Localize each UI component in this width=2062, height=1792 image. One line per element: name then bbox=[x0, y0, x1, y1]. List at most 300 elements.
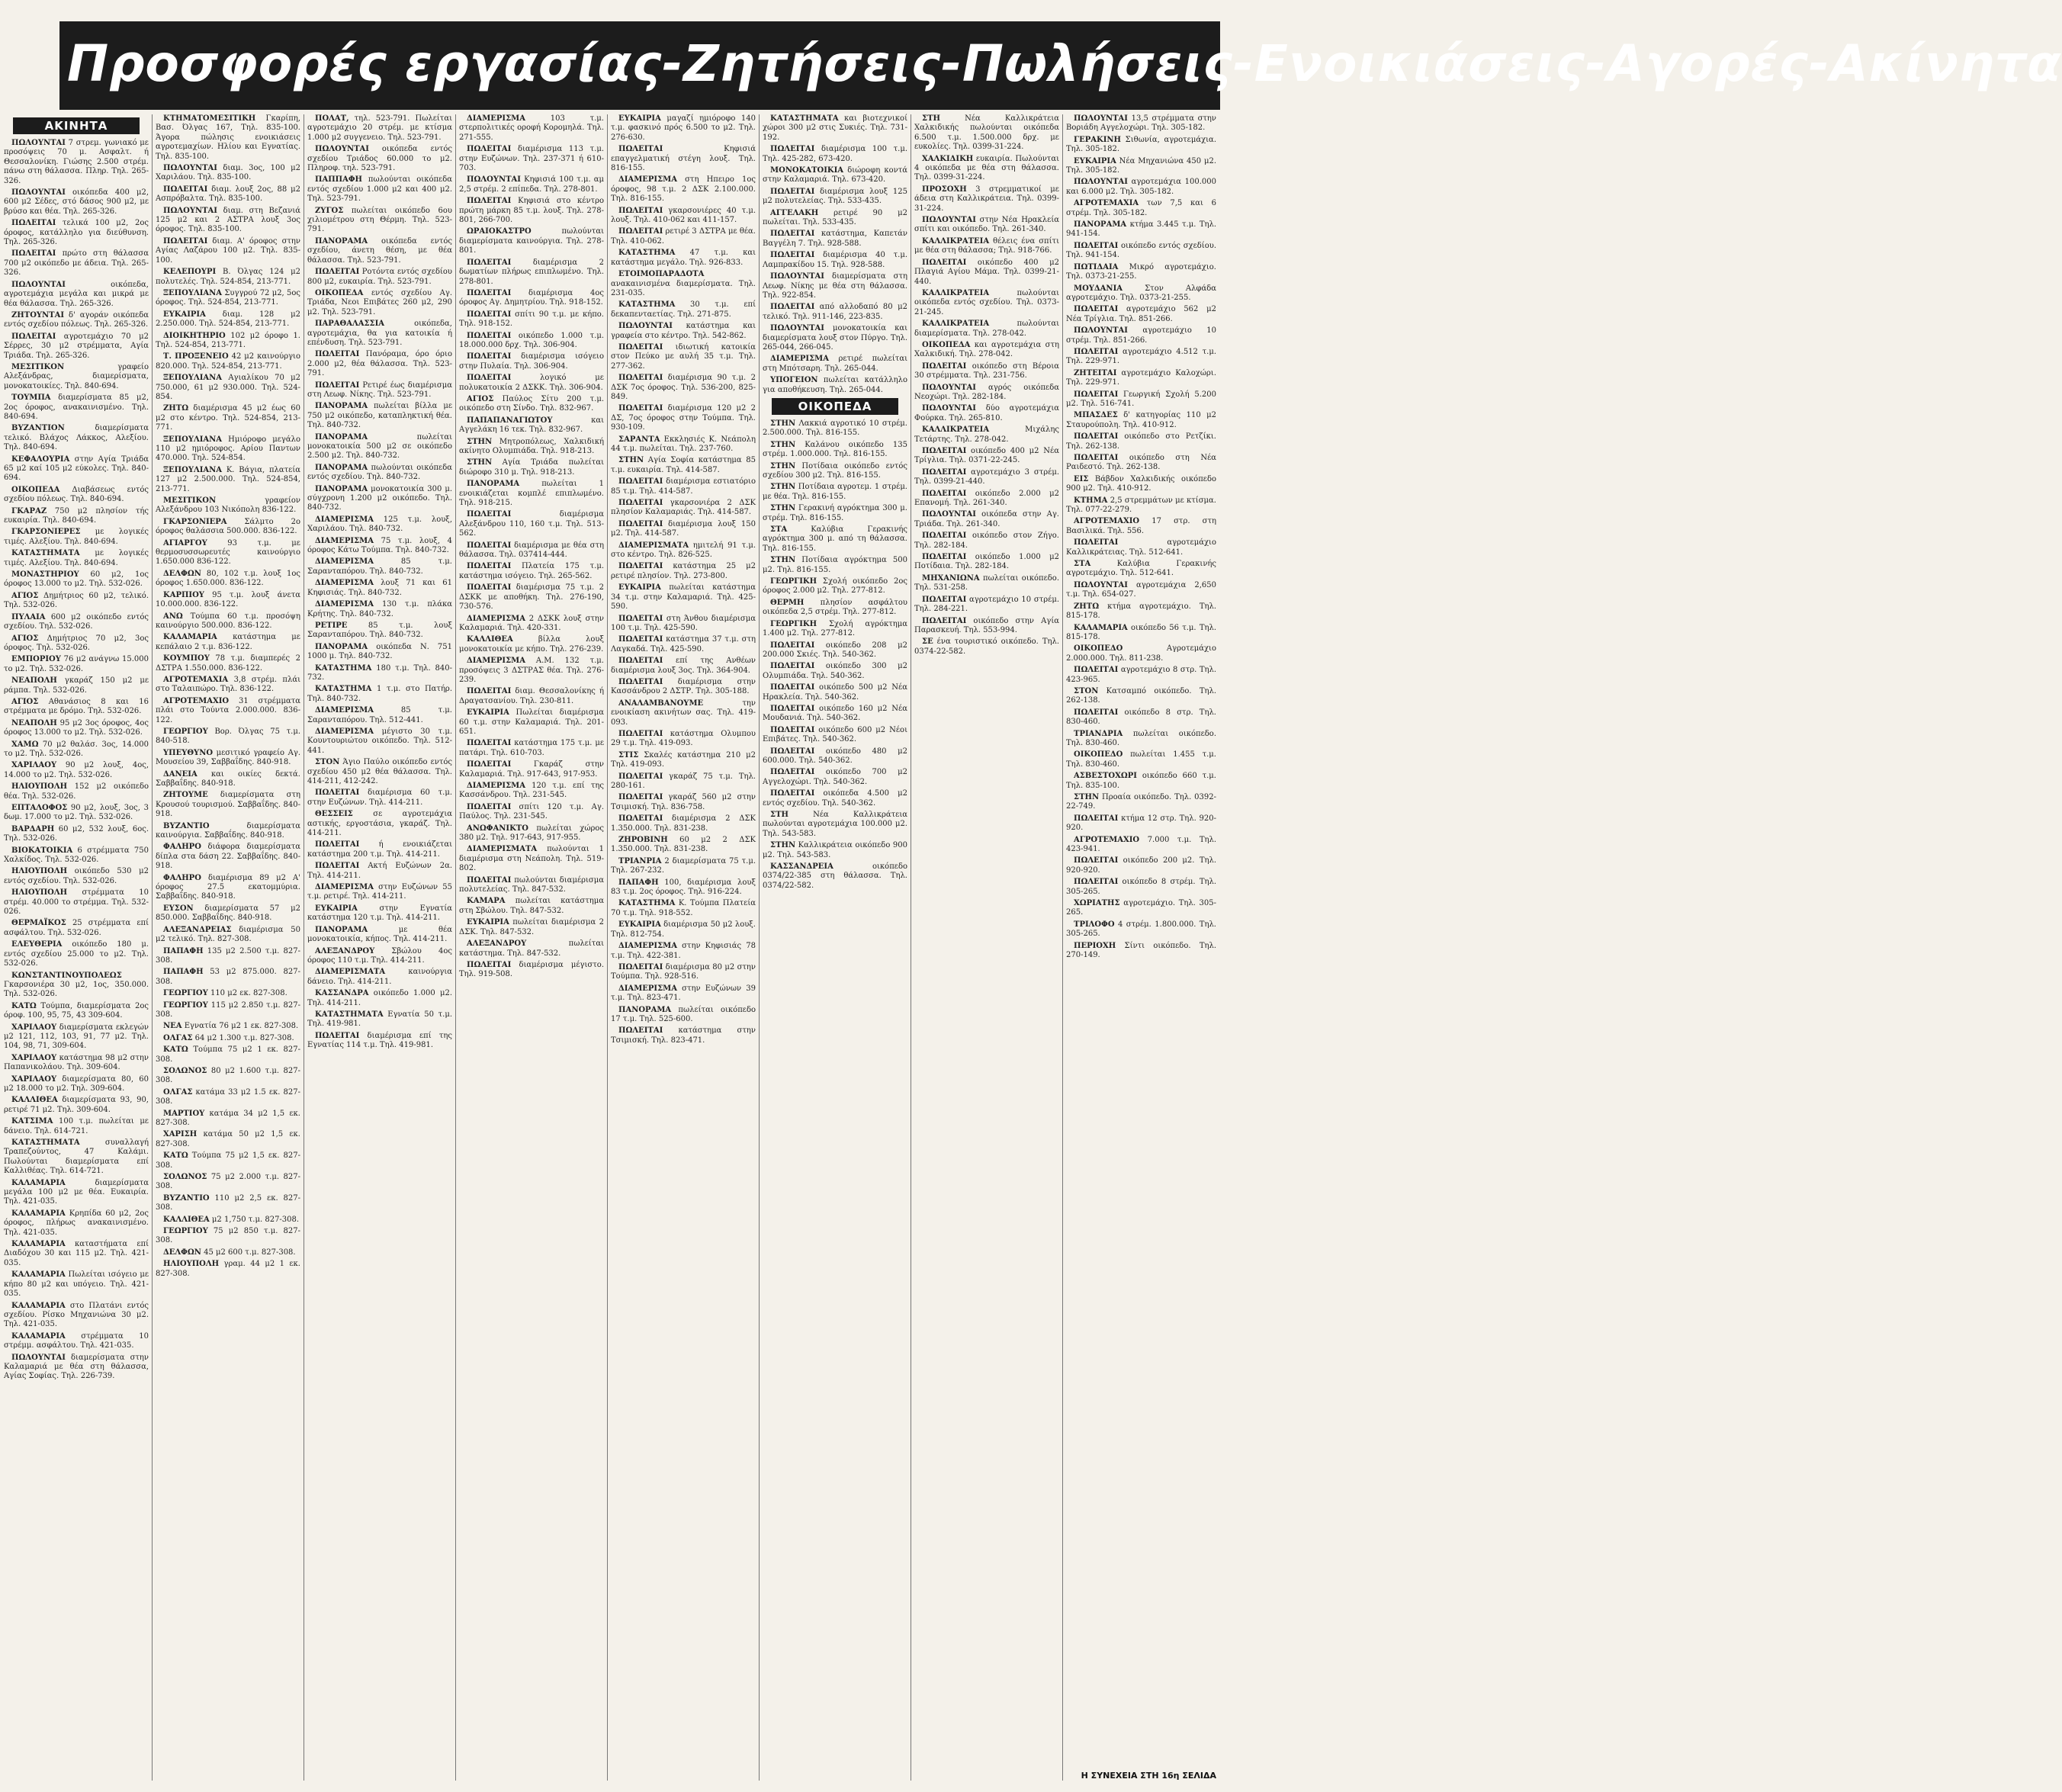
classified-ad bbox=[763, 683, 907, 702]
classified-ad-lead: ΖΗΤΩ bbox=[1074, 602, 1100, 611]
classified-ad bbox=[1066, 772, 1216, 791]
classified-ad-text: Καλλικράτεια οικόπεδο 900 μ2. Τηλ. 543-583. bbox=[763, 841, 907, 859]
classified-ad-text: αγρός οικόπεδα Νεοχώρι. Τηλ. 282-184. bbox=[914, 383, 1059, 401]
classified-ad-text: Γερακινή αγρόκτημα 300 μ. στρέμ. Τηλ. 816-155. bbox=[763, 504, 907, 522]
classified-ad-lead: ΚΤΗΜΑ bbox=[1074, 496, 1108, 505]
classified-ad-lead: ΠΩΛΕΙΤΑΙ bbox=[467, 510, 512, 519]
classified-ad bbox=[4, 1054, 149, 1073]
classified-ad-lead: ΠΩΛΕΙΤΑΙ bbox=[618, 614, 663, 623]
classified-ad-text: 7.000 τ.μ. Τηλ. 423-941. bbox=[1066, 835, 1216, 854]
classified-ad bbox=[1066, 836, 1216, 855]
classified-ad-text: οικόπεδο 480 μ2 600.000. Τηλ. 540-362. bbox=[763, 747, 907, 765]
classified-ad-text: 3,8 στρέμ. πλάι στο Ταλαιπώρο. Τηλ. 836-122. bbox=[156, 675, 300, 694]
classified-ad-lead: ΚΑΛΑΜΑΡΙΑ bbox=[11, 1209, 66, 1218]
classified-ad-lead: ΥΠΕΥΘΥΝΟ bbox=[163, 748, 214, 757]
classified-ad-lead: ΔΙΑΜΕΡΙΣΜΑ bbox=[467, 114, 525, 123]
classified-ad-text: Βορ. Όλγας 75 τ.μ. 840-518. bbox=[156, 727, 300, 746]
classified-ad-text: Νέα Καλλικράτεια Χαλκιδικής πωλούνται οικόπεδα 6.500 τ.μ. 1.500.000 δρχ. με ευκολίες. Τηλ. 0399-31-224. bbox=[914, 114, 1059, 152]
classified-ad-text: με λογικές τιμές. Αλεξίου. Τηλ. 840-694. bbox=[4, 528, 149, 546]
classified-ad-text: κατάμα 33 μ2 1.5 εκ. 827-308. bbox=[156, 1087, 300, 1106]
classified-ad-text: Τούμπα 75 μ2 1 εκ. 827-308. bbox=[156, 1045, 300, 1064]
column-rule bbox=[607, 114, 608, 1781]
classified-ad bbox=[307, 175, 452, 204]
classified-ad-text: διαμέρισμα λουξ 125 μ2 πολυτελείας. Τηλ. 533-435. bbox=[763, 187, 907, 206]
classified-ad-text: πωλούνται διαμερίσματα. Τηλ. 278-042. bbox=[914, 320, 1059, 338]
classified-ad bbox=[763, 811, 907, 839]
classified-ad-text: οικόπεδα 400 μ2, 600 μ2 Σέδες, στό δάσος 900 μ2, με βρύσο και θέα. Τηλ. 265-326. bbox=[4, 188, 149, 216]
classified-ad bbox=[763, 419, 907, 438]
column-rule bbox=[759, 114, 760, 1781]
classified-ad bbox=[914, 531, 1059, 551]
classified-ad bbox=[156, 518, 300, 537]
classified-ad bbox=[459, 708, 604, 737]
classified-ad bbox=[763, 145, 907, 164]
classified-ad-lead: ΔΙΑΜΕΡΙΣΜΑ bbox=[315, 536, 374, 545]
classified-ad bbox=[156, 727, 300, 747]
classified-ad-lead: ΣΤΗΝ bbox=[1074, 793, 1100, 801]
classified-ad-lead: ΚΑΛΑΜΑΡΙΑ bbox=[11, 1270, 66, 1280]
classified-ad-text: κτήμα 3.445 τ.μ. Τηλ. 941-154. bbox=[1066, 220, 1216, 239]
classified-ad-lead: ΠΩΤΙΔΑΙΑ bbox=[1074, 262, 1119, 271]
classified-ad bbox=[156, 1067, 300, 1086]
classified-ad-text: Μικρό αγροτεμάχιο. Τηλ. 0373-21-255. bbox=[1066, 262, 1216, 281]
classified-ad bbox=[914, 404, 1059, 423]
classified-ad-text: πωλούνται οικόπεδα εντός σχεδίου 1.000 μ2 και 400 μ2. Τηλ. 523-791. bbox=[307, 175, 452, 204]
classified-ad bbox=[611, 227, 756, 246]
classified-ad-text: διαμερίσματα στη Κρουσού τουρισμού. Σαββαΐδης. 840-918. bbox=[156, 791, 300, 819]
classified-ad-text: καταστήματα επί Διαδόχου 30 και 115 μ2. Τηλ. 421-035. bbox=[4, 1240, 149, 1267]
classified-ad-text: Πωλείται διαμέρισμα 60 τ.μ. στην Καλαμαριά. Τηλ. 201-651. bbox=[459, 708, 604, 736]
classified-ad-lead: ΔΕΛΦΩΝ bbox=[163, 1248, 201, 1257]
classified-ad-lead: ΠΩΛΕΙΤΑΙ bbox=[922, 595, 967, 604]
classified-ad-text: διαμέρισμα στην Κασσάνδρου 2 ΔΣΤΡ. Τηλ. 305-188. bbox=[611, 677, 756, 696]
classified-ad bbox=[4, 507, 149, 526]
classified-ad bbox=[4, 188, 149, 217]
classified-ad bbox=[763, 462, 907, 481]
classified-ad-text: Β. Όλγας 124 μ2 πολυτελές. Τηλ. 524-854, 213-771. bbox=[156, 268, 300, 286]
classified-ad bbox=[611, 772, 756, 792]
classified-ad bbox=[611, 730, 756, 749]
classified-ad bbox=[459, 876, 604, 895]
classified-ad bbox=[307, 464, 452, 483]
classified-ad bbox=[156, 697, 300, 725]
classified-ad bbox=[4, 1117, 149, 1136]
classified-ad-lead: ΣΤΟΝ bbox=[1074, 686, 1099, 695]
classified-ad-text: σπίτι 90 τ.μ. με κήπο. Τηλ. 918-152. bbox=[459, 310, 604, 329]
classified-ad-text: διαμέρισμα 120 μ2 2 ΔΣ, 7ος όροφος στην Τούμπα. Τηλ. 930-109. bbox=[611, 404, 756, 432]
classified-ad-text: γραφείο Αλεξάνδρας, διαμερίσματα, μονοκατοικίες. Τηλ. 840-694. bbox=[4, 362, 149, 390]
classified-ad-lead: ΚΑΡΠΙΟΥ bbox=[163, 590, 204, 599]
classified-ad-text: στην Νέα Ηρακλεία σπίτι και οικόπεδο. Τηλ. 261-340. bbox=[914, 216, 1059, 234]
classified-ad-text: Προαία οικόπεδο. Τηλ. 0392-22-749. bbox=[1066, 793, 1216, 811]
classified-ad bbox=[307, 402, 452, 430]
classified-ad-text: διαμέρισμα 50 μ2 τελικό. Τηλ. 827-308. bbox=[156, 925, 300, 944]
classified-ad-text: διαμέρισμα 40 τ.μ. Λαμπρακίδου 15. Τηλ. 928-588. bbox=[763, 251, 907, 269]
classified-ad-text: Γκαρσονιέρα 30 μ2, 1ος, 350.000. Τηλ. 532-026. bbox=[4, 980, 149, 999]
classified-ad bbox=[4, 1138, 149, 1177]
classified-ad bbox=[156, 268, 300, 287]
classified-ad-text: Αθανάσιος 8 και 16 στρέμματα με δρόμο. Τηλ. 532-026. bbox=[4, 697, 149, 716]
classified-ad bbox=[156, 1248, 300, 1257]
classified-ad-lead: ΖΗΤΟΥΜΕ bbox=[163, 791, 208, 800]
classified-ad bbox=[156, 539, 300, 567]
classified-ad bbox=[914, 553, 1059, 572]
classified-ad-text: οικόπεδα στην Αγ. Τριάδα. Τηλ. 261-340. bbox=[914, 510, 1059, 528]
classified-ad-text: αγροτεμάχιο 10 στρέμ. Τηλ. 851-266. bbox=[1066, 326, 1216, 345]
classified-ad-text: αγροτεμάχιο 562 μ2 Νέα Τρίγλια. Τηλ. 851-266. bbox=[1066, 305, 1216, 323]
classified-ad-lead: ΑΓΡΟΤΕΜΑΧΙΑ bbox=[163, 675, 229, 684]
classified-ad-text: Ποτίδαια αγροτεμ. 1 στρέμ. με θέα. Τηλ. 816-155. bbox=[763, 483, 907, 501]
classified-ad-text: οικόπεδο εντός σχεδίου. Τηλ. 941-154. bbox=[1066, 241, 1216, 260]
classified-ad-text: αγροτεμάχια 100.000 και 6.000 μ2. Τηλ. 305-182. bbox=[1066, 178, 1216, 196]
classified-ad bbox=[156, 332, 300, 351]
classified-ad-text: πωλείται κατάστημα 34 τ.μ. στην Καλαμαριά. Τηλ. 425-590. bbox=[611, 583, 756, 612]
classified-ad-text: ανακαινισμένα διαμερίσματα. Τηλ. 231-035. bbox=[611, 279, 756, 297]
classified-ad-text: και οικίες δεκτά. Σαββαΐδης. 840-918. bbox=[156, 769, 300, 788]
classified-ad bbox=[4, 919, 149, 938]
classified-ad bbox=[307, 664, 452, 683]
classified-ad-text: οικόπεδο 56 τ.μ. Τηλ. 815-178. bbox=[1066, 623, 1216, 641]
classified-ad bbox=[4, 363, 149, 391]
classified-ad-lead: ΜΟΝΑΣΤΗΡΙΟΥ bbox=[11, 570, 79, 580]
classified-ad-text: 7 στρεμ. γωνιακό με προσόψεις 70 μ. Ασφαλτ. ή Θεσσαλονίκη. Γιώσης 2.500 στρέμ. πάνω στη θάλασσα. Πληρ. Τηλ. 265-326. bbox=[4, 139, 149, 185]
classified-ad-text: και αγροτεμάχια στη Χαλκιδική. Τηλ. 278-042. bbox=[914, 340, 1059, 359]
column-2 bbox=[156, 114, 300, 1784]
classified-ad-text: των 7,5 και 6 στρέμ. Τηλ. 305-182. bbox=[1066, 199, 1216, 217]
classified-ad bbox=[611, 615, 756, 634]
classified-ad-text: Λακκιά αγροτικό 10 στρέμ. 2.500.000. Τηλ. 816-155. bbox=[763, 419, 907, 438]
classified-ad-text: οικόπεδο 8 στρέμ. Τηλ. 305-265. bbox=[1066, 878, 1216, 896]
ads-list bbox=[4, 139, 149, 1382]
classified-ad-text: 45 μ2 600 τ.μ. 827-308. bbox=[201, 1248, 296, 1257]
classified-ad-text: διαμέρισμα 80 μ2 στην Τούμπα. Τηλ. 928-516. bbox=[611, 962, 756, 981]
classified-ad-lead: ΜΗΧΑΝΙΩΝΑ bbox=[922, 573, 980, 583]
classified-ad-lead: ΞΕΠΟΥΛΙΑΝΑ bbox=[163, 374, 223, 383]
classified-ad-text: διαμέρισμα με θέα στη θάλασσα. Τηλ. 037414-444. bbox=[459, 541, 604, 560]
classified-ad bbox=[1066, 390, 1216, 409]
classified-ad-lead: ΠΩΛΟΥΝΤΑΙ bbox=[1074, 326, 1128, 336]
classified-ad-text: 2 ΔΣΚΚ λουξ στην Καλαμαριά. Τηλ. 420-331. bbox=[459, 614, 604, 632]
classified-ad bbox=[4, 139, 149, 186]
classified-ad bbox=[307, 989, 452, 1008]
classified-ad-lead: ΠΩΛΕΙΤΑΙ bbox=[1074, 856, 1119, 865]
classified-ad-lead: ΦΑΛΗΡΟ bbox=[163, 843, 201, 852]
classified-ad-text: διαμέρισμα λουξ 150 μ2. Τηλ. 414-587. bbox=[611, 519, 756, 538]
classified-ad bbox=[156, 1216, 300, 1225]
classified-ad bbox=[156, 435, 300, 464]
classified-ad-lead: ΠΩΛΕΙΤΑΙ bbox=[315, 788, 360, 798]
classified-ad-text: 2,5 στρεμμάτων με κτίσμα. Τηλ. 077-22-279. bbox=[1066, 496, 1216, 515]
classified-ad-lead: ΖΗΤΩ bbox=[163, 404, 189, 413]
classified-ad-text: Γκαράζ στην Καλαμαριά. Τηλ. 917-643, 917-953. bbox=[459, 760, 604, 779]
classified-ad-text: στην Εγνατία κατάστημα 120 τ.μ. Τηλ. 414-211. bbox=[307, 904, 452, 923]
classified-ad bbox=[914, 617, 1059, 636]
classified-ad-text: ρετιρέ 90 μ2 πωλείται. Τηλ. 533-435. bbox=[763, 208, 907, 227]
classified-ad-text: πωλείται χώρος 380 μ2. Τηλ. 917-643, 917-955. bbox=[459, 824, 604, 843]
classified-ad-text: διαμέρισμα εστιατόριο 85 τ.μ. Τηλ. 414-587. bbox=[611, 477, 756, 496]
classified-ad bbox=[156, 185, 300, 204]
column-5 bbox=[611, 114, 756, 1784]
classified-ad bbox=[611, 793, 756, 812]
classified-ad-lead: ΟΙΚΟΠΕΔΟ bbox=[1074, 750, 1123, 760]
classified-ad-text: 70 μ2 θαλάσ. 3ος, 14.000 το μ2. Τηλ. 532-026. bbox=[4, 740, 149, 758]
classified-ad-lead: ΚΑΤΑΣΤΗΜΑ bbox=[315, 663, 372, 673]
classified-ad-lead: ΠΩΛΕΙΤΑΙ bbox=[618, 962, 663, 971]
classified-ad-text: 152 μ2 οικόπεδο θέα. Τηλ. 532-026. bbox=[4, 782, 149, 801]
classified-ad-lead: ΠΩΛΕΙΤΑΙ bbox=[770, 662, 815, 671]
classified-ad-text: αγροτεμάχιο. Τηλ. 305-265. bbox=[1066, 899, 1216, 917]
classified-ad bbox=[307, 788, 452, 808]
classified-ad-text: 6 στρέμματα 750 Χαλκίδος. Τηλ. 532-026. bbox=[4, 846, 149, 865]
classified-ad-text: 25 στρέμματα επί ασφάλτου. Τηλ. 532-026. bbox=[4, 919, 149, 937]
classified-ad-lead: ΖΗΤΟΥΝΤΑΙ bbox=[11, 310, 65, 320]
classified-ad-lead: ΔΙΑΜΕΡΙΣΜΑ bbox=[618, 942, 677, 951]
classified-ad-text: 90 μ2, λουξ, 3ος, 3 δωμ. 17.000 το μ2. Τηλ. 532-026. bbox=[4, 804, 149, 822]
classified-ad-lead: ΣΟΛΩΝΟΣ bbox=[163, 1173, 207, 1182]
classified-ad-lead: ΔΙΑΜΕΡΙΣΜΑ bbox=[315, 706, 374, 715]
classified-ad-text: 76 μ2 ανάγνω 15.000 το μ2. Τηλ. 532-026. bbox=[4, 655, 149, 673]
classified-ad-text: 110 μ2 2,5 εκ. 827-308. bbox=[156, 1193, 300, 1212]
classified-ad bbox=[1066, 242, 1216, 261]
classified-ad bbox=[611, 404, 756, 432]
classified-ad bbox=[611, 499, 756, 518]
classified-ad bbox=[914, 384, 1059, 403]
classified-ad-lead: ΠΩΛΕΙΤΑΙ bbox=[315, 862, 360, 871]
classified-ad-lead: ΚΑΤΩ bbox=[163, 1151, 188, 1161]
classified-ad-text: πωλείται 1 ενοικιάζεται κομπλέ επιπλωμένο. Τηλ. 918-215. bbox=[459, 480, 604, 508]
classified-ad-text: δ' αγοράν οικόπεδα εντός σχεδίου πόλεως. Τηλ. 265-326. bbox=[4, 310, 149, 329]
classified-ad-text: στην Ευζώνων 55 τ.μ. ρετιρέ. Τηλ. 414-211. bbox=[307, 883, 452, 901]
classified-ad bbox=[307, 926, 452, 945]
classified-ad bbox=[763, 166, 907, 185]
classified-ad-lead: ΠΩΛΟΥΝΤΑΙ bbox=[618, 322, 673, 331]
classified-ad-text: ευκαιρία. Πωλούνται 4 οικόπεδα με θέα στη θάλασσα. Τηλ. 0399-31-224. bbox=[914, 154, 1059, 182]
classified-ad-lead: ΕΥΚΑΙΡΙΑ bbox=[315, 904, 358, 913]
classified-ad bbox=[307, 515, 452, 535]
classified-ad bbox=[4, 219, 149, 247]
ads-list bbox=[307, 114, 452, 1051]
classified-ad bbox=[307, 237, 452, 265]
classified-ad-text: γραμ. 44 μ2 1 εκ. 827-308. bbox=[156, 1260, 300, 1278]
classified-ad-text: οικόπεδο 1.000 τ.μ. 18.000.000 δρχ. Τηλ. 306-904. bbox=[459, 331, 604, 349]
classified-ad-text: κατάμα 50 μ2 1,5 εκ. 827-308. bbox=[156, 1130, 300, 1148]
classified-ad bbox=[156, 1194, 300, 1213]
classified-ad-lead: ΧΑΡΙΣΗ bbox=[163, 1130, 198, 1139]
classified-ad bbox=[459, 739, 604, 758]
classified-ad-lead: ΑΝΩΦΑΝΙΚΤΟ bbox=[467, 824, 528, 833]
classified-ad-lead: ΒΥΖΑΝΤΙΟ bbox=[163, 821, 210, 830]
classified-ad bbox=[307, 947, 452, 966]
classified-ad-text: Κηφισιά στο κέντρο πρώτη μάρκη 85 τ.μ. λουξ. Τηλ. 278-801, 266-700. bbox=[459, 197, 604, 225]
classified-ad bbox=[611, 751, 756, 770]
classified-ad-lead: ΠΩΛΕΙΤΑΙ bbox=[467, 331, 512, 340]
classified-ad bbox=[763, 789, 907, 808]
classified-ad-lead: ΧΩΡΙΑΤΗΣ bbox=[1074, 899, 1120, 908]
classified-ad bbox=[459, 845, 604, 873]
classified-ad bbox=[611, 207, 756, 226]
classified-ad-text: και βιοτεχνικοί χώροι 300 μ2 στις Συκιές. Τηλ. 731-192. bbox=[763, 114, 907, 142]
classified-ad-lead: ΔΙΑΜΕΡΙΣΜΑΤΑ bbox=[618, 541, 689, 550]
classified-ad bbox=[763, 862, 907, 891]
classified-ad-lead: ΠΩΛΕΙΤΑΙ bbox=[618, 519, 663, 528]
classified-ad-lead: ΔΙΑΜΕΡΙΣΜΑ bbox=[315, 883, 374, 892]
classified-ad bbox=[611, 249, 756, 268]
classified-ad-text: πωλούνται διαμερίσματα καινούργια. Τηλ. 278-801. bbox=[459, 227, 604, 255]
classified-ad-lead: ΠΩΛΟΥΝΤΑΙ bbox=[1074, 178, 1128, 187]
section-heading-oikopeda: ΟΙΚΟΠΕΔΑ bbox=[772, 398, 898, 415]
classified-ad-text: αγροτεμάχιο 3 στρέμ. Τηλ. 0399-21-440. bbox=[914, 467, 1059, 487]
classified-ad bbox=[307, 289, 452, 317]
classified-ad bbox=[459, 259, 604, 287]
classified-ad-lead: ΥΠΟΓΕΙΟΝ bbox=[770, 376, 818, 385]
classified-ad-lead: ΠΑΝΟΡΑΜΑ bbox=[315, 925, 368, 934]
classified-ad-lead: ΒΥΖΑΝΤΙΟΝ bbox=[11, 424, 65, 433]
classified-ad-lead: ΔΙΑΜΕΡΙΣΜΑΤΑ bbox=[467, 845, 538, 854]
classified-ad-lead: ΕΥΚΑΙΡΙΑ bbox=[163, 310, 206, 319]
classified-ad bbox=[1066, 411, 1216, 430]
classified-ad-lead: ΚΑΤΑΣΤΗΜΑΤΑ bbox=[11, 1138, 80, 1147]
classified-ad bbox=[4, 971, 149, 1000]
classified-ad-lead: ΣΤΗΝ bbox=[770, 556, 796, 565]
classified-ad-lead: ΔΙΑΜΕΡΙΣΜΑ bbox=[467, 614, 525, 623]
classified-ad-lead: ΧΑΡΙΛΑΟΥ bbox=[11, 1023, 57, 1032]
classified-ad bbox=[763, 355, 907, 374]
classified-ad bbox=[4, 1075, 149, 1094]
classified-ad-lead: ΑΓΙΟΣ bbox=[11, 591, 39, 600]
classified-ad-lead: ΠΩΛΕΙΤΑΙ bbox=[922, 258, 967, 267]
classified-ad bbox=[156, 164, 300, 183]
classified-ad bbox=[914, 362, 1059, 381]
masthead-banner bbox=[59, 21, 2062, 110]
classified-ad-lead: ΣΤΗΝ bbox=[467, 437, 493, 446]
classified-ad bbox=[307, 883, 452, 902]
classified-ad-lead: ΠΩΛΕΙΤΑΙ bbox=[315, 1031, 360, 1040]
classified-ad-text: Συγγρού 72 μ2, 5ος όροφος. Τηλ. 524-854, 213-771. bbox=[156, 288, 300, 307]
classified-ad-lead: ΠΩΛΕΙΤΑΙ bbox=[618, 499, 663, 508]
classified-ad-text: οικόπεδα Ν. 751 1000 μ. Τηλ. 840-732. bbox=[307, 642, 452, 661]
classified-ad-text: Καλύβια Γερακινής αγροτεμάχιο. Τηλ. 512-641. bbox=[1066, 560, 1216, 578]
classified-ad-lead: ΠΩΛΕΙΤΑΙ bbox=[922, 467, 967, 477]
classified-ad bbox=[1066, 793, 1216, 812]
classified-ad bbox=[4, 549, 149, 568]
classified-ad bbox=[459, 510, 604, 538]
classified-ad bbox=[611, 175, 756, 204]
classified-ad-text: καινούργια δάνειο. Τηλ. 414-211. bbox=[307, 968, 452, 986]
classified-ad bbox=[459, 480, 604, 508]
classified-ad-text: οικόπεδα εντός σχεδίου, άνετη θέση, με θέα θάλασσα. Τηλ. 523-791. bbox=[307, 236, 452, 265]
classified-ad-text: 17 στρ. στη Βασιλικά. Τηλ. 556. bbox=[1066, 517, 1216, 535]
classified-ad bbox=[4, 311, 149, 330]
classified-ad-text: διαμέρισμα 45 μ2 έως 60 μ2 στο κέντρο. Τηλ. 524-854, 213-771. bbox=[156, 404, 300, 432]
classified-ad bbox=[459, 114, 604, 143]
classified-ad-lead: ΠΑΝΟΡΑΜΑ bbox=[315, 402, 368, 411]
classified-ad bbox=[4, 655, 149, 674]
page-title: Προσφορές εργασίας-Ζητήσεις-Πωλήσεις-Ενοικιάσεις-Αγορές-Ακίνητα bbox=[67, 34, 2062, 93]
classified-ad-lead: ΚΑΤΣΙΜΑ bbox=[11, 1117, 53, 1126]
classified-ad-lead: ΠΩΛΕΙΤΑΙ bbox=[618, 793, 663, 802]
classified-ad bbox=[307, 621, 452, 641]
classified-ad-lead: ΠΩΛΕΙΤΑΙ bbox=[618, 374, 663, 383]
classified-ad bbox=[156, 874, 300, 902]
classified-ad-lead: ΤΟΥΜΠΑ bbox=[11, 393, 51, 403]
classified-ad-text: οικόπεδο στον Ζήγο. Τηλ. 282-184. bbox=[914, 531, 1059, 550]
classified-ad-lead: ΠΩΛΕΙΤΑΙ bbox=[770, 187, 815, 196]
classified-ad bbox=[4, 940, 149, 968]
classified-ad-lead: ΟΙΚΟΠΕΔΑ bbox=[11, 485, 60, 494]
classified-ad bbox=[156, 676, 300, 695]
classified-ad-lead: ΠΩΛΟΥΝΤΑΙ bbox=[1074, 580, 1128, 589]
classified-ad-lead: ΚΑΛΛΙΚΡΑΤΕΙΑ bbox=[922, 288, 990, 297]
classified-ad bbox=[1066, 199, 1216, 218]
classified-ad-lead: ΠΩΛΕΙΤΑΙ bbox=[11, 332, 56, 341]
classified-ad-text: γκαρσονιέρα 2 ΔΣΚ πλησίον Καλαμαριάς. Τηλ. 414-587. bbox=[611, 499, 756, 517]
classified-ad-lead: ΑΛΕΞΑΝΔΡΟΥ bbox=[315, 946, 375, 955]
classified-ad-lead: ΜΟΥΔΑΝΙΑ bbox=[1074, 284, 1123, 293]
classified-ad-text: οικόπεδο 660 τ.μ. Τηλ. 835-100. bbox=[1066, 772, 1216, 790]
classified-ad-lead: ΣΤΗΝ bbox=[770, 504, 796, 513]
classified-ad-text: Εκκλησιές Κ. Νεάπολη 44 τ.μ. πωλείται. Τηλ. 237-760. bbox=[611, 435, 756, 453]
classified-ad-lead: ΚΩΝΣΤΑΝΤΙΝΟΥΠΟΛΕΩΣ bbox=[11, 971, 122, 980]
classified-ad bbox=[763, 272, 907, 300]
classified-ad bbox=[459, 416, 604, 435]
classified-ad-lead: ΞΕΠΟΥΛΙΑΝΑ bbox=[163, 435, 223, 444]
classified-ad bbox=[307, 557, 452, 576]
classified-ad-text: διαμ. στη Βεζανιά 125 μ2 και 2 ΑΣΤΡΑ λουξ 3ος όροφος. Τηλ. 835-100. bbox=[156, 206, 300, 234]
classified-ad-lead: ΠΑΠΑΦΗ bbox=[163, 968, 204, 977]
classified-ad bbox=[1066, 687, 1216, 706]
classified-ad bbox=[914, 510, 1059, 529]
classified-ad bbox=[1066, 814, 1216, 833]
classified-ad-lead: ΔΙΑΜΕΡΙΣΜΑ bbox=[467, 782, 525, 790]
classified-ad-text: 80 μ2 1.600 τ.μ. 827-308. bbox=[156, 1066, 300, 1085]
classified-ad bbox=[156, 968, 300, 987]
classified-ad bbox=[459, 918, 604, 937]
classified-ad bbox=[611, 435, 756, 454]
classified-ad-text: Κηφισιά επαγγελματική στέγη λουξ. Τηλ. 816-155. bbox=[611, 145, 756, 173]
classified-ad-text: στην Κηφισιάς 78 τ.μ. Τηλ. 422-381. bbox=[611, 942, 756, 960]
classified-ad-text: διάφορα διαμερίσματα δίπλα στα δάση 22. Σαββαΐδης. 840-918. bbox=[156, 843, 300, 871]
classified-ad-text: στη Ηπειρο 1ος όροφος, 98 τ.μ. 2 ΔΣΚ 2.100.000. Τηλ. 816-155. bbox=[611, 175, 756, 204]
classified-ad-text: λουξ 71 και 61 Κηφισιάς. Τηλ. 840-732. bbox=[307, 579, 452, 597]
classified-ad bbox=[459, 197, 604, 225]
classified-ad bbox=[4, 455, 149, 483]
classified-ad-lead: ΠΩΛΕΙΤΑΙ bbox=[770, 747, 815, 756]
classified-ad-lead: ΗΛΙΟΥΠΟΛΗ bbox=[11, 867, 68, 876]
classified-ad bbox=[763, 483, 907, 502]
classified-ad-text: οικόπεδα, αγροτεμάχια, θα για κατοικία ή επένδυση. Τηλ. 523-791. bbox=[307, 320, 452, 347]
classified-ad-lead: ΚΑΤΑΣΤΗΜΑ bbox=[618, 249, 676, 258]
classified-ad-lead: ΚΑΣΣΑΝΔΡΕΙΑ bbox=[770, 862, 833, 872]
classified-ad-text: στην Αγία Τριάδα 65 μ2 καί 105 μ2 εύκολες. Τηλ. 840-694. bbox=[4, 454, 149, 483]
classified-ad bbox=[156, 310, 300, 329]
classified-ad-lead: ΤΡΙΛΟΦΟ bbox=[1074, 920, 1115, 929]
classified-ad bbox=[156, 591, 300, 610]
classified-ad-text: πωλείται κατάστημα. Τηλ. 847-532. bbox=[459, 939, 604, 958]
classified-ad bbox=[4, 676, 149, 695]
classified-ad bbox=[763, 662, 907, 681]
classified-ad-text: οικόπεδο 0374/22-385 στη θάλασσα. Τηλ. 0374/22-582. bbox=[763, 862, 907, 890]
classified-ad-lead: ΠΑΝΟΡΑΜΑ bbox=[315, 236, 368, 246]
classified-ad-text: ρετιρέ πωλείται στη Μπότσαρη. Τηλ. 265-044. bbox=[763, 355, 907, 373]
classified-ad-lead: ΓΕΩΡΓΙΟΥ bbox=[163, 1227, 208, 1236]
classified-ad-lead: ΣΤΗΝ bbox=[770, 841, 796, 850]
classified-ad bbox=[611, 963, 756, 982]
classified-ad-text: Πανόραμα, όρο όριο 2.000 μ2, θέα θάλασσα. Τηλ. 523-791. bbox=[307, 350, 452, 378]
classified-ad-lead: ΕΜΠΟΡΙΟΥ bbox=[11, 655, 61, 664]
classified-ad bbox=[4, 1240, 149, 1268]
classified-ad bbox=[611, 657, 756, 676]
classified-ad-text: Κατσαμπό οικόπεδο. Τηλ. 262-138. bbox=[1066, 686, 1216, 705]
